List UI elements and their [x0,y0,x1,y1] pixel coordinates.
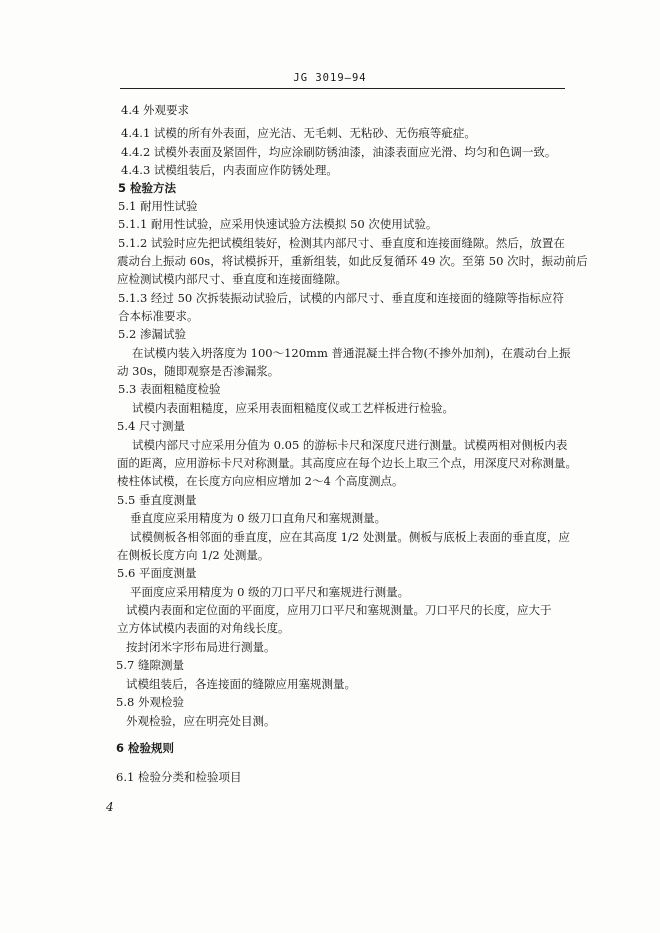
text-line: 4.4.2 试模外表面及紧固件，均应涂刷防锈油漆，油漆表面应光滑、均匀和色调一致。 [121,145,557,159]
text-line: 动 30s，随即观察是否渗漏浆。 [117,364,280,378]
text-line: 5.3 表面粗糙度检验 [118,382,221,396]
page-number: 4 [106,800,114,814]
text-line: 5.1 耐用性试验 [118,199,198,213]
text-line: 6.1 检验分类和检验项目 [116,770,242,784]
text-line: 5.1.3 经过 50 次拆装振动试验后，试模的内部尺寸、垂直度和连接面的缝隙等指标应符 [118,291,564,305]
text-line: 合本标准要求。 [118,309,199,323]
text-line: 平面度应采用精度为 0 级的刀口平尺和塞规进行测量。 [130,585,410,599]
text-line: 外观检验，应在明亮处目测。 [126,714,276,728]
text-line: 5.1.2 试验时应先把试模组装好，检测其内部尺寸、垂直度和连接面缝隙。然后，放置在 [118,236,565,250]
text-line: 4.4 外观要求 [121,103,189,117]
text-line: 4.4.3 试模组装后，内表面应作防锈处理。 [121,163,338,177]
text-line: 在试模内装入坍落度为 100～120mm 普通混凝土拌合物(不掺外加剂)，在震动台上振 [132,346,571,360]
text-line: 按封闭米字形布局进行测量。 [126,640,276,654]
text-line: 试模侧板各相邻面的垂直度，应在其高度 1/2 处测量。侧板与底板上表面的垂直度，应 [130,530,570,544]
text-line: 5.4 尺寸测量 [117,419,185,433]
text-line: 应检测试模内部尺寸、垂直度和连接面缝隙。 [117,272,347,286]
text-line: 5.5 垂直度测量 [117,493,197,507]
text-line: 垂直度应采用精度为 0 级刀口直角尺和塞规测量。 [130,511,387,525]
text-line: 在侧板长度方向 1/2 处测量。 [117,548,270,562]
text-line: 5.6 平面度测量 [117,566,197,580]
text-line: 试模内表面粗糙度，应采用表面粗糙度仪或工艺样板进行检验。 [132,401,454,415]
text-line: 试模组装后，各连接面的缝隙应用塞规测量。 [126,677,356,691]
text-line: 5 检验方法 [118,181,177,195]
text-line: 5.1.1 耐用性试验，应采用快速试验方法模拟 50 次使用试验。 [118,217,438,231]
page-header: JG 3019—94 [293,72,367,84]
text-line: 6 检验规则 [116,741,175,755]
header-rule [120,88,565,89]
text-line: 4.4.1 试模的所有外表面，应光洁、无毛刺、无粘砂、无伤痕等疵症。 [121,126,476,140]
text-line: 5.7 缝隙测量 [116,658,184,672]
text-line: 立方体试模内表面的对角线长度。 [117,621,290,635]
text-line: 棱柱体试模，在长度方向应相应增加 2～4 个高度测点。 [117,474,404,488]
text-line: 试模内部尺寸应采用分值为 0.05 的游标卡尺和深度尺进行测量。试模两相对侧板内表 [132,438,568,452]
text-line: 5.2 渗漏试验 [118,327,186,341]
text-line: 震动台上振动 60s，将试模拆开，重新组装，如此反复循环 49 次。至第 50 次时，振动前后 [117,254,588,268]
text-line: 试模内表面和定位面的平面度，应用刀口平尺和塞规测量。刀口平尺的长度，应大于 [126,603,552,617]
text-line: 5.8 外观检验 [116,695,184,709]
text-line: 面的距离，应用游标卡尺对称测量。其高度应在每个边长上取三个点，用深度尺对称测量。 [117,456,577,470]
